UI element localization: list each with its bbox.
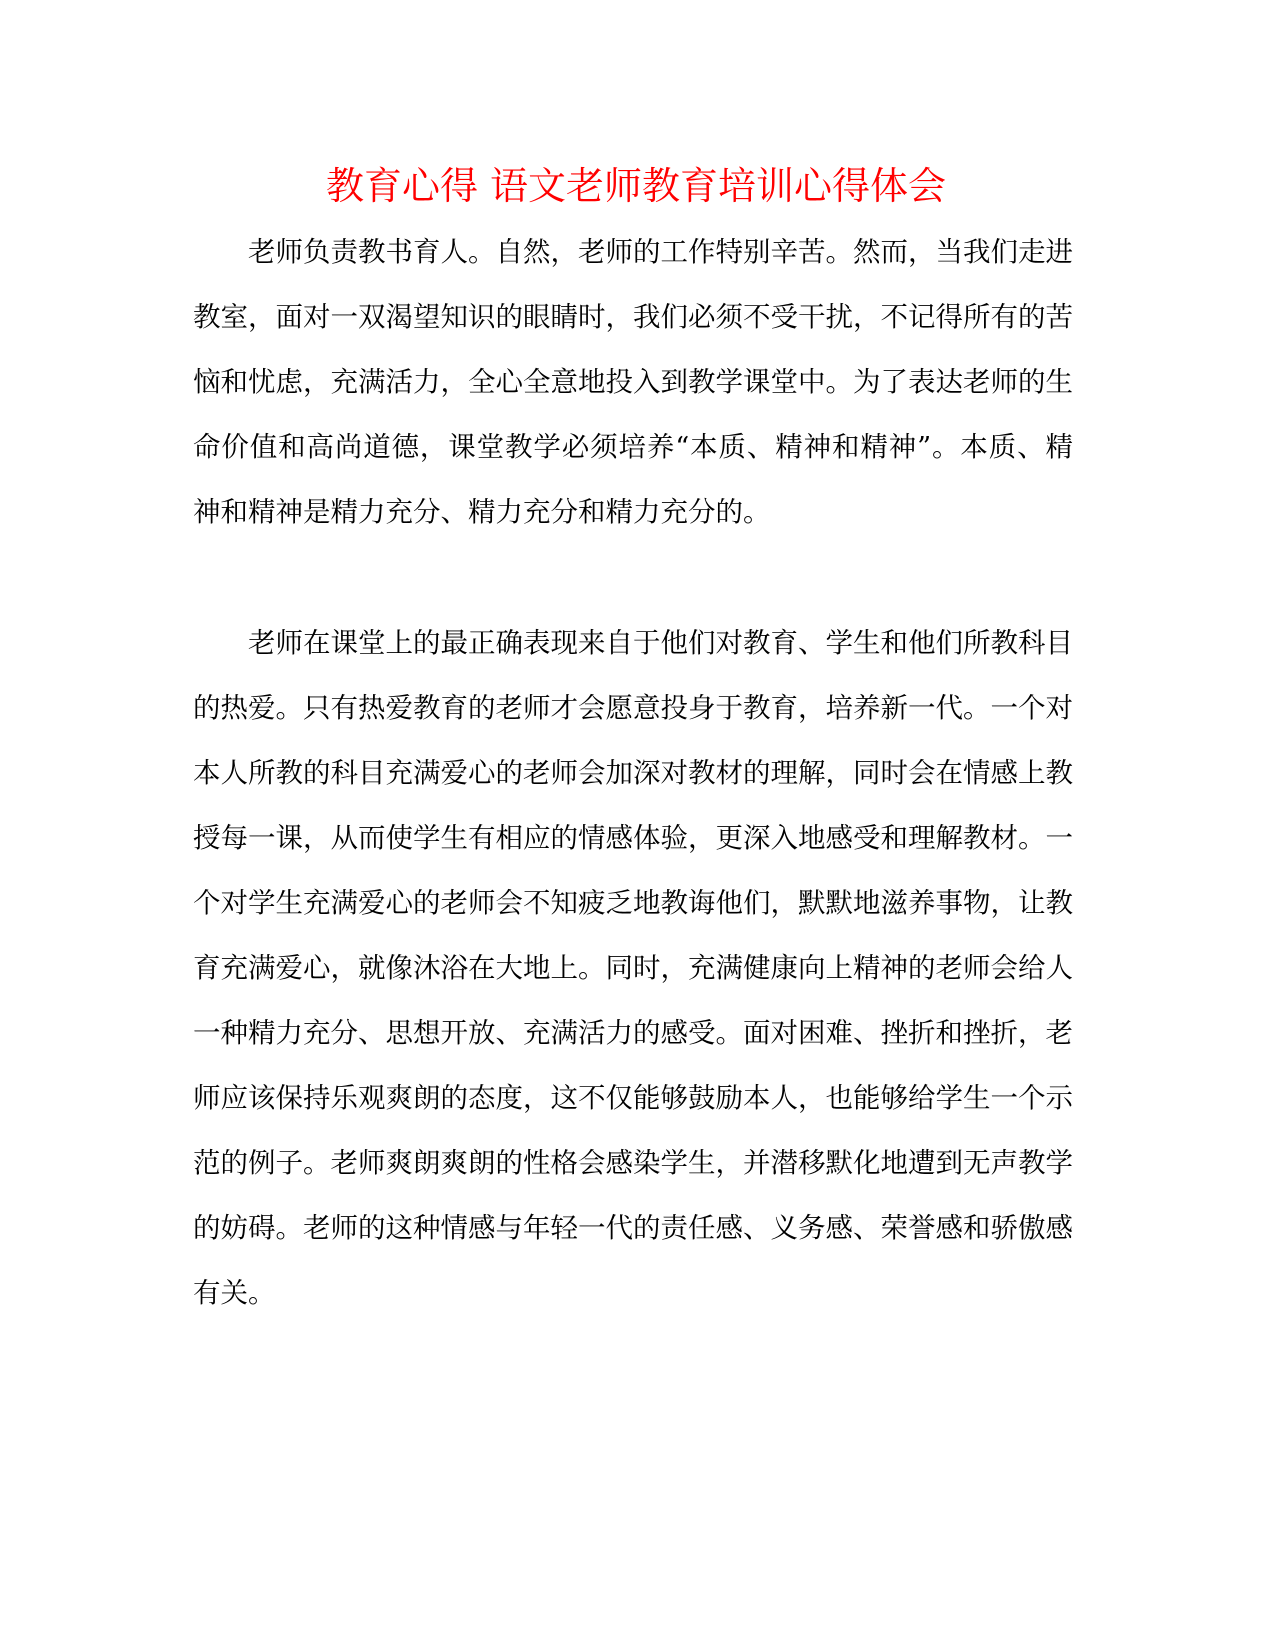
paragraph-1: 老师负责教书育人。自然，老师的工作特别辛苦。然而，当我们走进教室，面对一双渴望知识的眼睛时，我们必须不受干扰，不记得所有的苦恼和忧虑，充满活力，全心全意地投入到教学课堂中。为了表达老师的生命价值和高尚道德，课堂教学必须培养“本质、精神和精神”。本质、精神和精神是精力充分、精力充分和精力充分的。 [193, 236, 1073, 528]
paragraph-2: 老师在课堂上的最正确表现来自于他们对教育、学生和他们所教科目的热爱。只有热爱教育的老师才会愿意投身于教育，培养新一代。一个对本人所教的科目充满爱心的老师会加深对教材的理解，同时会在情感上教授每一课，从而使学生有相应的情感体验，更深入地感受和理解教材。一个对学生充满爱心的老师会不知疲乏地教诲他们，默默地滋养事物，让教育充满爱心，就像沐浴在大地上。同时，充满健康向上精神的老师会给人一种精力充分、思想开放、充满活力的感受。面对困难、挫折和挫折，老师应该保持乐观爽朗的态度，这不仅能够鼓励本人，也能够给学生一个示范的例子。老师爽朗爽朗的性格会感染学生，并潜移默化地遭到无声教学的妨碍。老师的这种情感与年轻一代的责任感、义务感、荣誉感和骄傲感有关。 [193, 627, 1073, 1309]
document-title: 教育心得 语文老师教育培训心得体会 [325, 164, 947, 208]
